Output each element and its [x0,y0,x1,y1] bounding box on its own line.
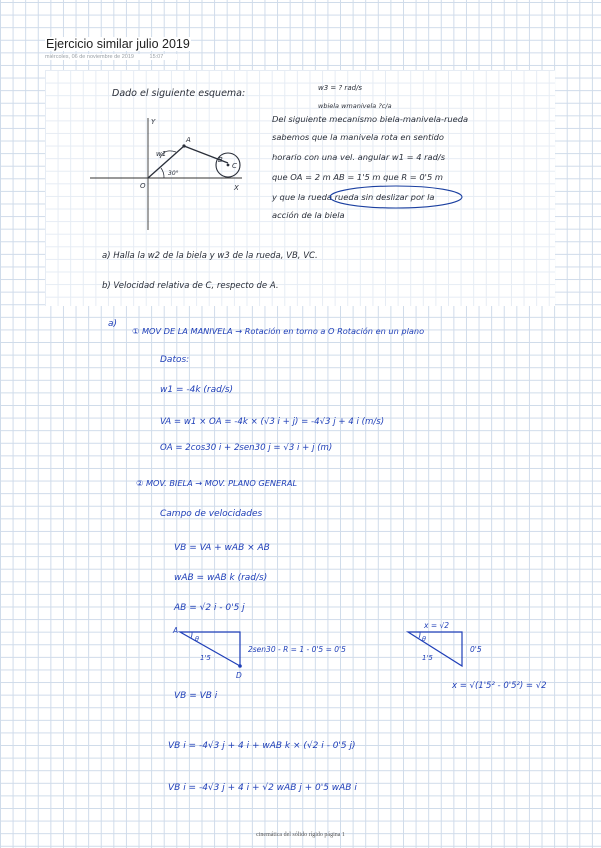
triangle-2-top: x = √2 [424,621,450,630]
eq-w1: w1 = -4k (rad/s) [160,385,234,395]
question-a: a) Halla la w2 de la biela y w3 de la rueda, VB, VC. [102,251,318,261]
triangle-1-hyp: 1'5 [200,654,211,662]
triangle-1-angle-arc [191,632,192,638]
question-b: b) Velocidad relativa de C, respecto de A. [102,281,279,291]
velocity-triangle-1 [172,626,346,680]
label-c: C [232,162,237,170]
statement-line-1: Del siguiente mecanismo biela-manivela-rueda [272,114,469,124]
eq-x: x = √(1'5² - 0'5²) = √2 [452,681,547,691]
page-footer: cinemática del sólido rígido página 1 [256,832,345,838]
header-note-1: w3 = ? rad/s [318,84,363,92]
triangle-2-angle-arc [419,632,420,638]
triangle-2-angle: θ [422,635,426,643]
statement-line-3: horario con una vel. angular w1 = 4 rad/s [272,152,446,162]
label-x: X [234,184,239,192]
statement-line-4: que OA = 2 m AB = 1'5 m que R = 0'5 m [272,172,443,182]
eq-va: VA = w1 × OA = -4k × (√3 i + j) = -4√3 j + 4 i (m/s) [160,417,385,427]
triangle-1-height: 2sen30 - R = 1 - 0'5 = 0'5 [248,645,346,654]
label-b: B [218,156,223,164]
triangle-2-side: 0'5 [470,645,482,654]
eq-vb3: VB i = -4√3 j + 4 i + √2 wAB j + 0'5 wAB i [168,783,357,793]
problem-intro: Dado el siguiente esquema: [112,88,246,99]
eq-vb-i: VB = VB i [174,691,218,701]
page-time: 15:07 [149,54,164,60]
eq-vb: VB = VA + wAB × AB [174,543,270,553]
statement-line-6: acción de la biela [272,210,345,220]
point-b-dot [227,164,230,167]
velocity-triangle-2 [408,621,482,666]
page-title: Ejercicio similar julio 2019 [46,37,190,51]
label-a: A [186,136,191,144]
page-date: miércoles, 06 de noviembre de 2019 [45,54,134,60]
step2-heading: ② MOV. BIELA → MOV. PLANO GENERAL [136,478,298,488]
point-a-dot [182,144,185,147]
label-w1: w1 [156,150,167,158]
part-a-marker: a) [108,319,118,329]
campo-label: Campo de velocidades [160,509,263,519]
triangle-1-point-d [238,664,242,668]
label-angle: 30° [168,170,179,177]
eq-vb2: VB i = -4√3 j + 4 i + wAB k × (√2 i - 0'5 j) [168,741,356,751]
triangle-2-shape [408,632,462,666]
label-y: Y [151,118,156,126]
eq-oa: OA = 2cos30 i + 2sen30 j = √3 i + j (m) [160,443,333,453]
triangle-1-label-d: D [236,671,242,680]
angle-arc [161,168,164,178]
triangle-1-angle: θ [195,635,199,643]
header-note-2: wbiela wmanivela ?c/a [318,102,392,110]
eq-ab: AB = √2 i - 0'5 j [174,603,245,613]
triangle-1-label-a: A [173,626,179,635]
mechanism-sketch [90,118,242,230]
statement-line-2: sabemos que la manivela rota en sentido [272,132,445,142]
datos-label: Datos: [160,355,190,365]
triangle-2-hyp: 1'5 [422,654,433,662]
statement-line-5: y que la rueda rueda sin deslizar por la [272,192,435,202]
label-o: O [140,182,146,190]
step1-heading: ① MOV DE LA MANIVELA → Rotación en torno a O Rotación en un plano [132,326,425,336]
eq-wab: wAB = wAB k (rad/s) [174,573,268,583]
